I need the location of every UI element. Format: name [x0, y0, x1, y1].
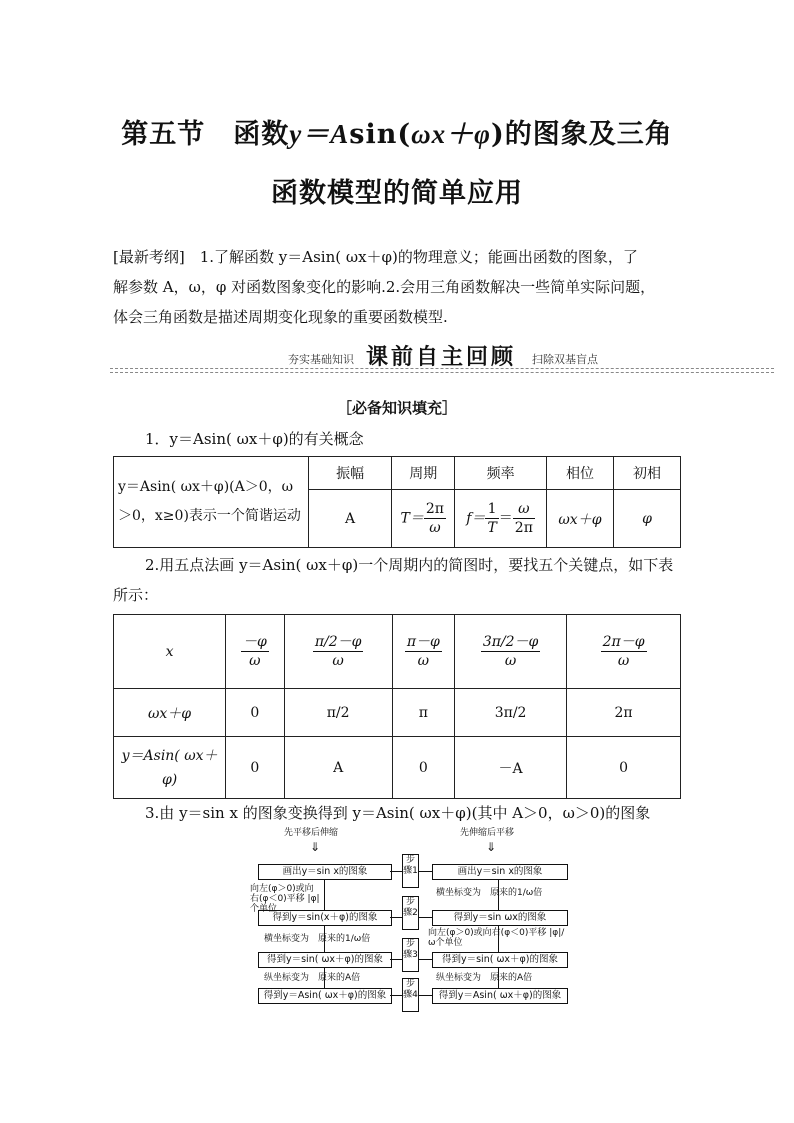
banner-right-text: 扫除双基盲点 — [532, 353, 598, 366]
phase-cell-4: 3π/2 — [455, 689, 567, 737]
item-1-heading: 1．y＝Asin( ωx＋φ)的有关概念 — [145, 430, 364, 448]
y-cell-3: 0 — [392, 737, 454, 799]
header-phase: 相位 — [546, 457, 613, 490]
row-label-y: y＝Asin( ωx＋φ) — [114, 737, 226, 799]
left-box-2: 得到y＝sin(x＋φ)的图象 — [258, 910, 392, 926]
title-text-a: 第五节 函数 — [121, 119, 290, 150]
x-cell-3 — [392, 615, 454, 689]
phase-cell-3: π — [392, 689, 454, 737]
item-2-line-2: 所示： — [113, 586, 159, 604]
cell-amplitude: A — [308, 490, 392, 548]
step-1: 步骤1 — [402, 854, 419, 888]
title-formula-c: ωx＋φ — [411, 119, 491, 149]
arrow-4b — [419, 995, 432, 996]
right-label-1: 横坐标变为 原来的1/ω倍 — [436, 888, 543, 898]
banner-rule-2 — [110, 372, 774, 373]
y-cell-1: 0 — [226, 737, 285, 799]
y-cell-2: A — [284, 737, 392, 799]
x4-num: 3π/2－φ — [482, 634, 539, 650]
left-box-4: 得到y＝Asin( ωx＋φ)的图象 — [258, 988, 392, 1004]
period-den: ω — [429, 520, 441, 536]
x3-num: π－φ — [406, 634, 440, 650]
right-box-2: 得到y＝sin ωx的图象 — [432, 910, 568, 926]
step-2: 步骤2 — [402, 896, 419, 930]
transform-flowchart — [250, 828, 575, 1018]
outline-line-1: [最新考纲] 1.了解函数 y＝Asin( ωx＋φ)的物理意义；能画出函数的图象，了 — [113, 248, 638, 266]
period-prefix: T＝ — [400, 510, 424, 527]
freq-fraction-2 — [513, 500, 535, 537]
left-connector-1 — [324, 880, 325, 910]
cell-frequency — [455, 490, 547, 548]
row-label-x: x — [114, 615, 226, 689]
section-heading: ［必备知识填充］ — [336, 399, 457, 417]
arrow-1b — [419, 871, 432, 872]
banner-left-text: 夯实基础知识 — [288, 353, 354, 366]
right-label-3: 纵坐标变为 原来的A倍 — [436, 973, 533, 983]
header-period: 周期 — [392, 457, 455, 490]
title-text-d: )的图象及三角 — [490, 119, 673, 150]
right-title: 先伸缩后平移 — [460, 828, 515, 838]
row-label-phase: ωx＋φ — [114, 689, 226, 737]
x-cell-1 — [226, 615, 285, 689]
arrow-1a — [390, 871, 402, 872]
left-label-1: 向左(φ＞0)或向右(φ＜0)平移 |φ|个单位 — [250, 884, 320, 914]
freq-fraction-1 — [485, 500, 498, 537]
section-banner — [110, 338, 774, 378]
phase-cell-5: 2π — [567, 689, 681, 737]
step-4: 步骤4 — [402, 978, 419, 1012]
freq-den-2: 2π — [514, 520, 533, 536]
period-num: 2π — [425, 501, 444, 517]
right-box-4: 得到y＝Asin( ωx＋φ)的图象 — [432, 988, 568, 1004]
page-title-line1 — [0, 112, 794, 151]
arrow-2a — [390, 917, 402, 918]
step-3: 步骤3 — [402, 938, 419, 972]
left-label-2: 横坐标变为 原来的1/ω倍 — [264, 934, 371, 944]
phase-cell-1: 0 — [226, 689, 285, 737]
x4-den: ω — [504, 653, 517, 669]
left-box-1: 画出y＝sin x的图象 — [258, 864, 392, 880]
x2-den: ω — [332, 653, 344, 669]
x1-num: －φ — [242, 634, 267, 650]
outline-line-2: 解参数 A，ω，φ 对函数图象变化的影响.2.会用三角函数解决一些简单实际问题， — [113, 278, 656, 296]
phase-cell-2: π/2 — [284, 689, 392, 737]
x2-num: π/2－φ — [314, 634, 362, 650]
cell-initial-phase: φ — [613, 490, 680, 548]
x5-num: 2π－φ — [602, 634, 645, 650]
freq-eq: ＝ — [498, 510, 513, 527]
cell-period — [392, 490, 455, 548]
x1-den: ω — [249, 653, 261, 669]
freq-num-1: 1 — [485, 500, 498, 519]
banner-center-text: 课前自主回顾 — [366, 345, 517, 370]
freq-num-2: ω — [513, 500, 535, 519]
arrow-4a — [390, 995, 402, 996]
x5-den: ω — [617, 653, 630, 669]
freq-den-1: T — [487, 520, 497, 536]
left-down-arrow-icon: ⇓ — [310, 840, 321, 854]
arrow-2b — [419, 917, 432, 918]
header-amplitude: 振幅 — [308, 457, 392, 490]
x-cell-4 — [455, 615, 567, 689]
header-frequency: 频率 — [455, 457, 547, 490]
left-box-3: 得到y＝sin( ωx＋φ)的图象 — [258, 952, 392, 968]
period-fraction — [424, 500, 446, 537]
cell-phase: ωx＋φ — [546, 490, 613, 548]
left-label-3: 纵坐标变为 原来的A倍 — [264, 973, 361, 983]
item-2-line-1: 2.用五点法画 y＝Asin( ωx＋φ)一个周期内的简图时，要找五个关键点，如下表 — [145, 556, 674, 574]
right-label-2: 向左(φ＞0)或向右(φ＜0)平移 |φ|/ω个单位 — [428, 928, 565, 948]
concept-description: y＝Asin( ωx＋φ)(A＞0，ω＞0，x≥0)表示一个简谐运动 — [114, 457, 309, 548]
title-text-b: sin( — [349, 119, 412, 150]
left-title: 先平移后伸缩 — [284, 828, 339, 838]
title-formula: y＝A — [289, 119, 350, 149]
arrow-3a — [390, 959, 402, 960]
header-initial-phase: 初相 — [613, 457, 680, 490]
freq-prefix: f＝ — [466, 510, 486, 527]
x3-den: ω — [417, 653, 430, 669]
x-cell-2 — [284, 615, 392, 689]
concept-table — [113, 456, 681, 548]
y-cell-4: －A — [455, 737, 567, 799]
page-title-line2: 函数模型的简单应用 — [271, 178, 523, 209]
arrow-3b — [419, 959, 432, 960]
item-3-heading: 3.由 y＝sin x 的图象变换得到 y＝Asin( ωx＋φ)(其中 A＞0，ω＞0)的图象 — [145, 804, 651, 822]
right-box-3: 得到y＝sin( ωx＋φ)的图象 — [432, 952, 568, 968]
x-cell-5 — [567, 615, 681, 689]
five-point-table — [113, 614, 681, 799]
y-cell-5: 0 — [567, 737, 681, 799]
right-box-1: 画出y＝sin x的图象 — [432, 864, 568, 880]
outline-line-3: 体会三角函数是描述周期变化现象的重要函数模型. — [113, 308, 448, 326]
right-down-arrow-icon: ⇓ — [486, 840, 497, 854]
